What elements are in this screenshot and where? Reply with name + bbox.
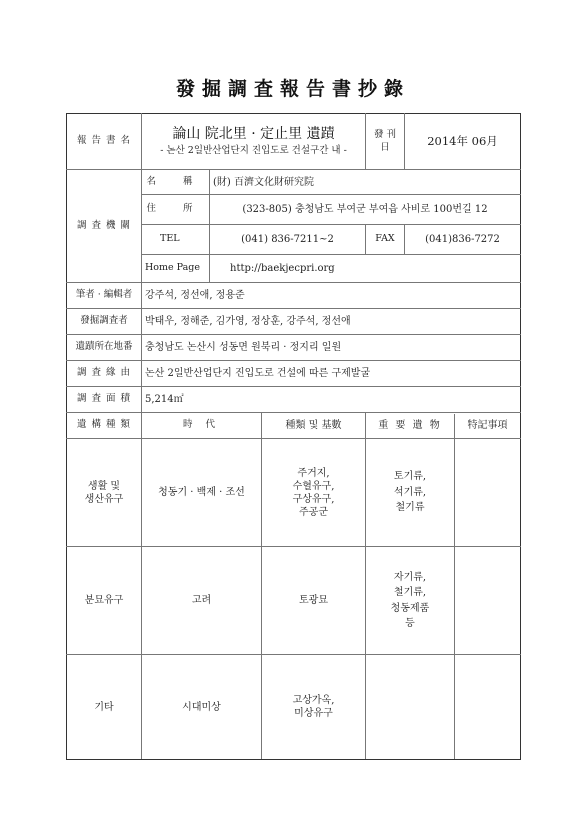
feature-relics	[366, 655, 455, 759]
features-row-tomb	[67, 547, 521, 655]
area-label: 調 査 面 積	[67, 387, 142, 413]
features-header-right	[366, 413, 521, 439]
features-header-relics: 重 要 遺 物	[366, 414, 455, 438]
investigators-value: 박태우, 정해준, 김가영, 정상훈, 강주석, 정선애	[142, 309, 521, 335]
feature-relics-notes	[366, 547, 521, 655]
agency-homepage-value[interactable]: http://baekjecpri.org	[210, 255, 521, 283]
feature-notes	[455, 547, 520, 654]
feature-period: 시대미상	[142, 655, 262, 760]
authors-value: 강주석, 정선애, 정용준	[142, 283, 521, 309]
agency-tel-value: (041) 836-7211~2	[210, 225, 366, 255]
report-name-row	[67, 114, 521, 170]
feature-notes	[455, 655, 520, 759]
publish-date-value: 2014年 06月	[405, 114, 521, 170]
feature-type: 기타	[67, 655, 142, 760]
agency-tel-label: TEL	[142, 225, 210, 255]
authors-label: 筆者 · 編輯者	[67, 283, 142, 309]
agency-fax-value: (041)836-7272	[405, 225, 521, 255]
site-name: 論山 院北里 · 定止里 遺蹟	[172, 126, 335, 143]
agency-name-value: (財) 百濟文化財研究院	[210, 170, 521, 195]
publish-date-label: 發 刊 日	[366, 114, 405, 170]
features-header-period: 時 代	[142, 413, 262, 439]
features-header-type: 遺 構 種 類	[67, 413, 142, 439]
page-title: 發掘調査報告書抄錄	[175, 78, 410, 100]
feature-relics: 자기류, 철기류, 청동제품 등	[366, 547, 455, 654]
features-header-row	[67, 413, 521, 439]
report-name-cell	[142, 114, 366, 170]
location-label: 遺蹟所在地番	[67, 335, 142, 361]
area-value: 5,214㎡	[142, 387, 521, 413]
feature-kinds: 토광묘	[262, 547, 366, 655]
site-subtitle: - 논산 2일반산업단지 진입도로 건설구간 내 -	[160, 145, 347, 157]
feature-type: 생활 및 생산유구	[67, 439, 142, 547]
features-row-other	[67, 655, 521, 760]
features-header-kinds: 種類 및 基數	[262, 413, 366, 439]
reason-value: 논산 2일반산업단지 진입도로 건설에 따른 구제발굴	[142, 361, 521, 387]
agency-address-label: 住 所	[142, 195, 210, 225]
agency-fax-label: FAX	[366, 225, 405, 255]
feature-notes	[455, 439, 520, 546]
report-summary-table	[66, 113, 521, 760]
investigators-row	[67, 309, 521, 335]
agency-address-value: (323-805) 충청남도 부여군 부여읍 사비로 100번길 12	[210, 195, 521, 225]
reason-row	[67, 361, 521, 387]
feature-kinds: 주거지, 수혈유구, 구상유구, 주공군	[262, 439, 366, 547]
feature-relics: 토기류, 석기류, 철기류	[366, 439, 455, 546]
features-header-notes: 特記事項	[467, 420, 508, 431]
agency-homepage-label: Home Page	[142, 255, 210, 283]
report-name-label: 報 告 書 名	[67, 114, 142, 170]
location-value: 충청남도 논산시 성동면 원북리 · 정지리 일원	[142, 335, 521, 361]
agency-name-label: 名 稱	[142, 170, 210, 195]
area-row	[67, 387, 521, 413]
authors-row	[67, 283, 521, 309]
feature-relics-notes	[366, 439, 521, 547]
feature-kinds: 고상가옥, 미상유구	[262, 655, 366, 760]
features-row-living	[67, 439, 521, 547]
agency-name-row	[67, 170, 521, 195]
feature-period: 청동기 · 백제 · 조선	[142, 439, 262, 547]
investigators-label: 發掘調査者	[67, 309, 142, 335]
reason-label: 調 査 緣 由	[67, 361, 142, 387]
location-row	[67, 335, 521, 361]
feature-type: 분묘유구	[67, 547, 142, 655]
feature-period: 고려	[142, 547, 262, 655]
agency-label: 調 査 機 關	[67, 170, 142, 283]
feature-relics-notes	[366, 655, 521, 760]
